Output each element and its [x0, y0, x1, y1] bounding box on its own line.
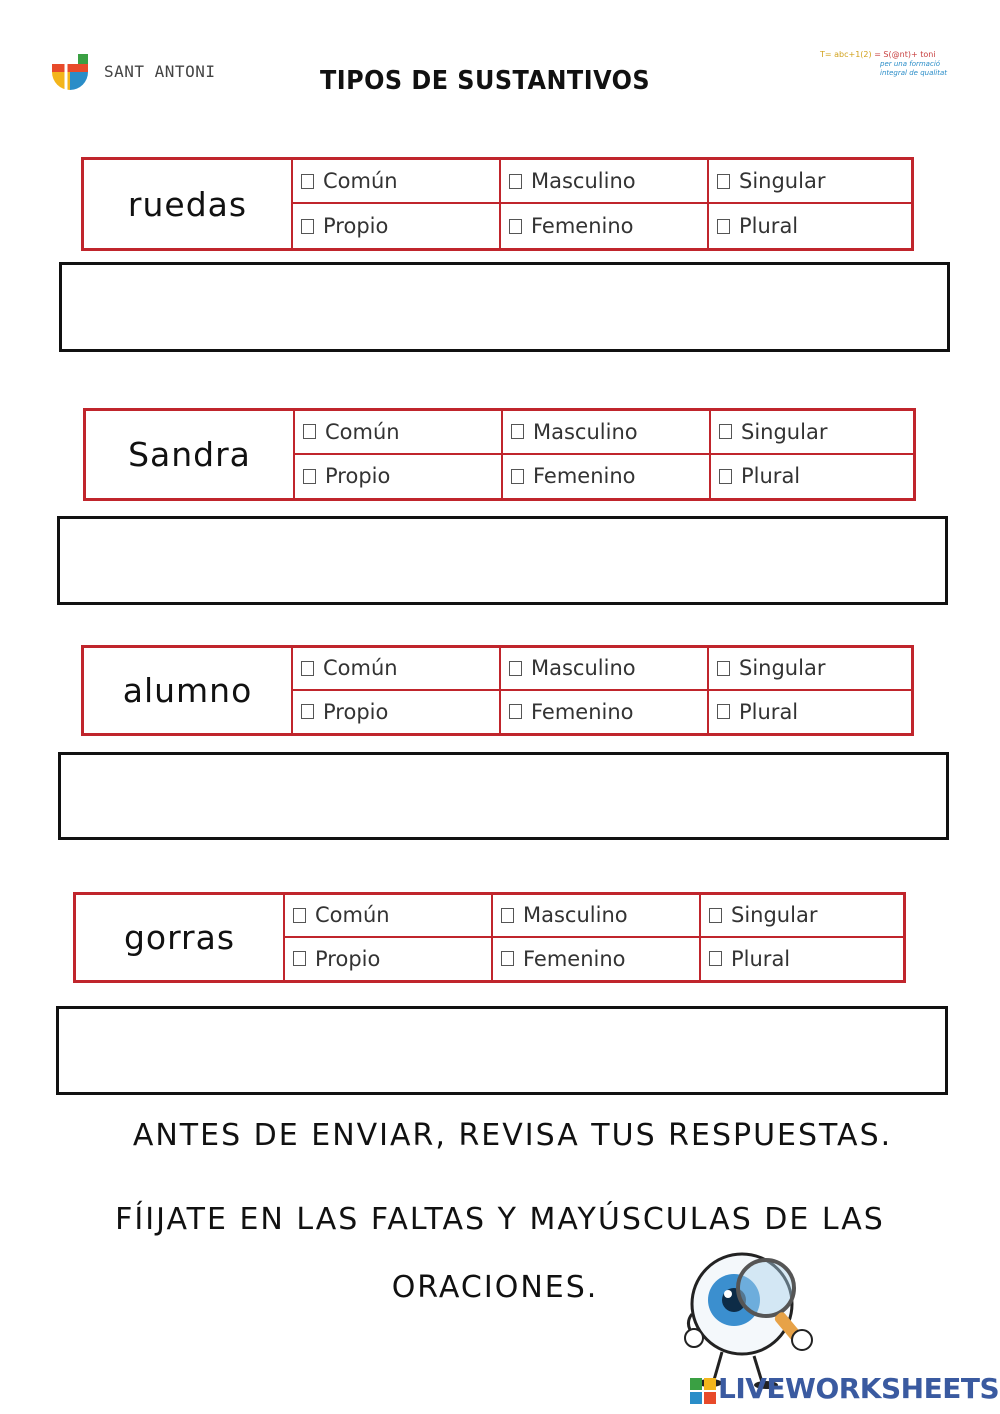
checkbox-icon[interactable]	[509, 219, 522, 234]
option-common[interactable]: Común	[293, 411, 501, 455]
checkbox-icon[interactable]	[717, 704, 730, 719]
option-masculine[interactable]: Masculino	[499, 648, 707, 691]
option-proper[interactable]: Propio	[291, 691, 499, 734]
checkbox-icon[interactable]	[301, 704, 314, 719]
checkbox-icon[interactable]	[709, 951, 722, 966]
quality-formula: T= abc+1(2) = S(@nt)+ toni	[820, 50, 936, 59]
option-plural[interactable]: Plural	[707, 204, 914, 248]
option-feminine[interactable]: Femenino	[499, 204, 707, 248]
checkbox-icon[interactable]	[509, 661, 522, 676]
option-singular[interactable]: Singular	[699, 895, 906, 938]
exercise-table-1	[81, 157, 914, 251]
checkbox-icon[interactable]	[509, 704, 522, 719]
checkbox-icon[interactable]	[717, 219, 730, 234]
checkbox-icon[interactable]	[501, 908, 514, 923]
exercise-table-4	[73, 892, 906, 983]
liveworksheets-brand	[690, 1372, 1000, 1408]
option-masculine[interactable]: Masculino	[499, 160, 707, 204]
exercise-table-2	[83, 408, 916, 501]
option-masculine[interactable]: Masculino	[501, 411, 709, 455]
eye-mascot-icon	[684, 1252, 834, 1392]
checkbox-icon[interactable]	[719, 424, 732, 439]
checkbox-icon[interactable]	[501, 951, 514, 966]
option-common[interactable]: Común	[291, 648, 499, 691]
answer-box-3[interactable]	[58, 752, 949, 840]
answer-box-4[interactable]	[56, 1006, 948, 1095]
page-title: TIPOS DE SUSTANTIVOS	[320, 66, 651, 96]
noun-word: gorras	[123, 918, 236, 957]
option-singular[interactable]: Singular	[709, 411, 916, 455]
option-masculine[interactable]: Masculino	[491, 895, 699, 938]
option-proper[interactable]: Propio	[293, 455, 501, 499]
option-plural[interactable]: Plural	[709, 455, 916, 499]
option-proper[interactable]: Propio	[291, 204, 499, 248]
liveworksheets-logo-icon	[690, 1378, 718, 1404]
option-singular[interactable]: Singular	[707, 648, 914, 691]
option-plural[interactable]: Plural	[707, 691, 914, 734]
checkbox-icon[interactable]	[511, 424, 524, 439]
checkbox-icon[interactable]	[301, 174, 314, 189]
option-feminine[interactable]: Femenino	[499, 691, 707, 734]
spelling-note-continued: ORACIONES.	[391, 1270, 599, 1305]
answer-box-1[interactable]	[59, 262, 950, 352]
checkbox-icon[interactable]	[293, 951, 306, 966]
checkbox-icon[interactable]	[293, 908, 306, 923]
option-proper[interactable]: Propio	[283, 938, 491, 981]
quality-logo	[820, 48, 960, 88]
answer-box-2[interactable]	[57, 516, 948, 605]
checkbox-icon[interactable]	[303, 424, 316, 439]
school-logo-icon	[48, 50, 94, 96]
liveworksheets-wordmark: LIVEWORKSHEETS	[718, 1372, 1000, 1405]
checkbox-icon[interactable]	[709, 908, 722, 923]
option-common[interactable]: Común	[283, 895, 491, 938]
checkbox-icon[interactable]	[301, 219, 314, 234]
review-note: ANTES DE ENVIAR, REVISA TUS RESPUESTAS.	[132, 1118, 893, 1153]
checkbox-icon[interactable]	[717, 174, 730, 189]
noun-word: Sandra	[128, 435, 251, 474]
option-singular[interactable]: Singular	[707, 160, 914, 204]
checkbox-icon[interactable]	[303, 469, 316, 484]
checkbox-icon[interactable]	[511, 469, 524, 484]
option-feminine[interactable]: Femenino	[491, 938, 699, 981]
checkbox-icon[interactable]	[719, 469, 732, 484]
checkbox-icon[interactable]	[509, 174, 522, 189]
spelling-note: FÍIJATE EN LAS FALTAS Y MAYÚSCULAS DE LAS	[115, 1202, 885, 1237]
checkbox-icon[interactable]	[717, 661, 730, 676]
noun-word: ruedas	[127, 184, 248, 224]
exercise-table-3	[81, 645, 914, 736]
option-feminine[interactable]: Femenino	[501, 455, 709, 499]
school-logo	[48, 50, 218, 96]
option-plural[interactable]: Plural	[699, 938, 906, 981]
school-name: SANT ANTONI	[104, 62, 216, 81]
quality-slogan: per una formació integral de qualitat	[880, 60, 948, 77]
option-common[interactable]: Común	[291, 160, 499, 204]
checkbox-icon[interactable]	[301, 661, 314, 676]
noun-word: alumno	[122, 671, 253, 710]
